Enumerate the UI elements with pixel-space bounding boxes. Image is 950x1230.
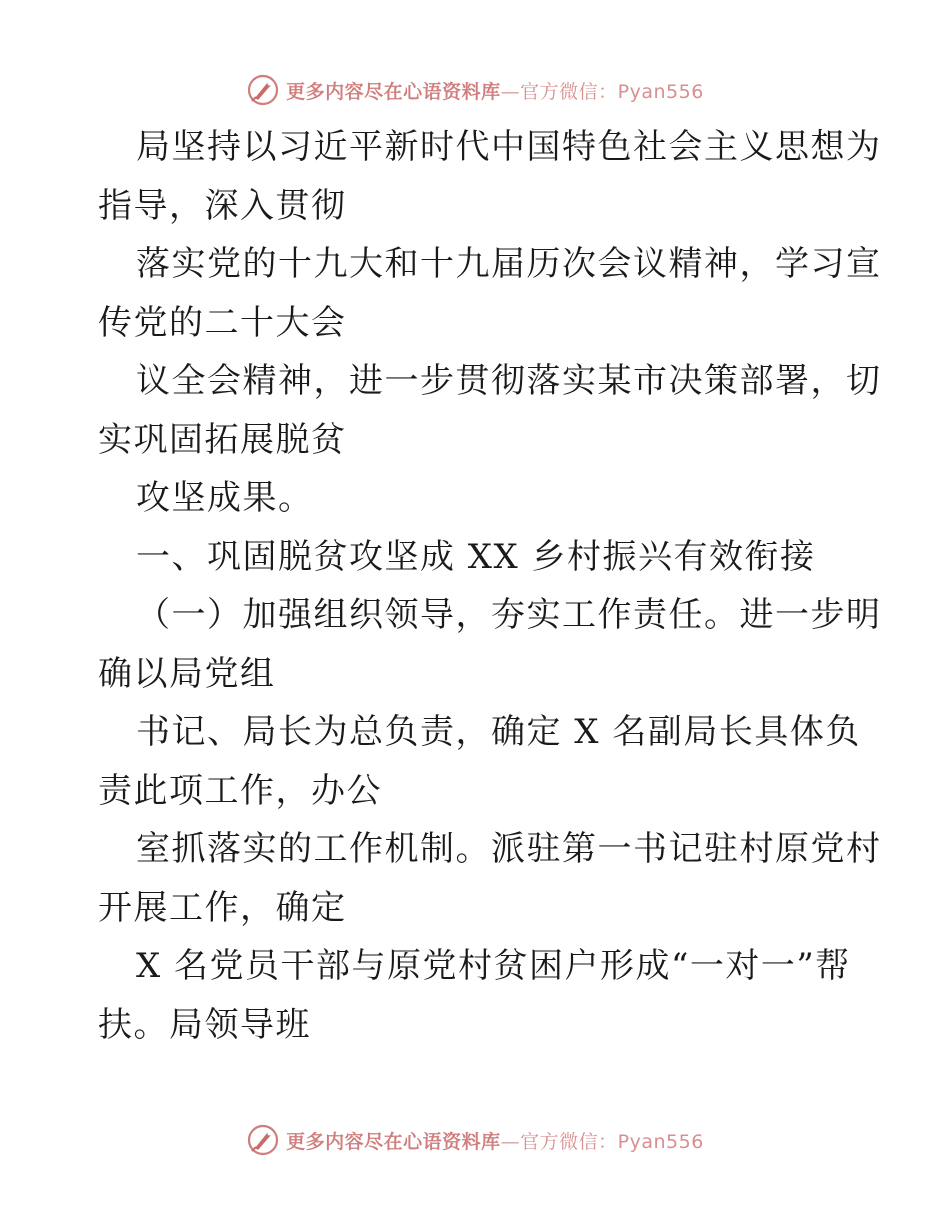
document-line: 指导，深入贯彻	[98, 185, 347, 226]
document-line: 局坚持以习近平新时代中国特色社会主义思想为	[136, 127, 882, 167]
document-line: X 名党员干部与原党村贫困户形成“一对一”帮	[136, 946, 851, 986]
watermark-contact: 官方微信：Pyan556	[520, 1130, 704, 1153]
document-line: 传党的二十大会	[98, 302, 347, 343]
watermark-main: 更多内容尽在心语资料库	[286, 1130, 501, 1153]
document-line: 责此项工作，办公	[98, 770, 382, 811]
document-line: 室抓落实的工作机制。派驻第一书记驻村原党村	[136, 829, 882, 869]
quill-seal-icon	[246, 1123, 280, 1157]
watermark-main: 更多内容尽在心语资料库	[286, 80, 501, 103]
header-watermark	[0, 70, 950, 110]
watermark-separator: —	[500, 80, 521, 103]
quill-seal-icon	[246, 73, 280, 107]
document-line: 实巩固拓展脱贫	[98, 419, 347, 460]
document-line: 攻坚成果。	[136, 478, 314, 518]
document-line: 一、巩固脱贫攻坚成 XX 乡村振兴有效衔接	[136, 536, 816, 577]
document-line: 议全会精神，进一步贯彻落实某市决策部署，切	[136, 361, 882, 401]
document-line: 落实党的十九大和十九届历次会议精神，学习宣	[136, 244, 882, 284]
watermark-text	[286, 77, 704, 104]
footer-watermark	[0, 1120, 950, 1160]
document-body	[98, 118, 882, 1054]
document-line: 确以局党组	[98, 653, 276, 694]
document-line: 书记、局长为总负责，确定 X 名副局长具体负	[136, 712, 861, 752]
document-line: 开展工作，确定	[98, 887, 347, 928]
watermark-contact: 官方微信：Pyan556	[520, 80, 704, 103]
watermark-separator: —	[500, 1130, 521, 1153]
watermark-text	[286, 1127, 704, 1154]
document-line: （一）加强组织领导，夯实工作责任。进一步明	[136, 595, 882, 635]
document-line: 扶。局领导班	[98, 1004, 311, 1045]
